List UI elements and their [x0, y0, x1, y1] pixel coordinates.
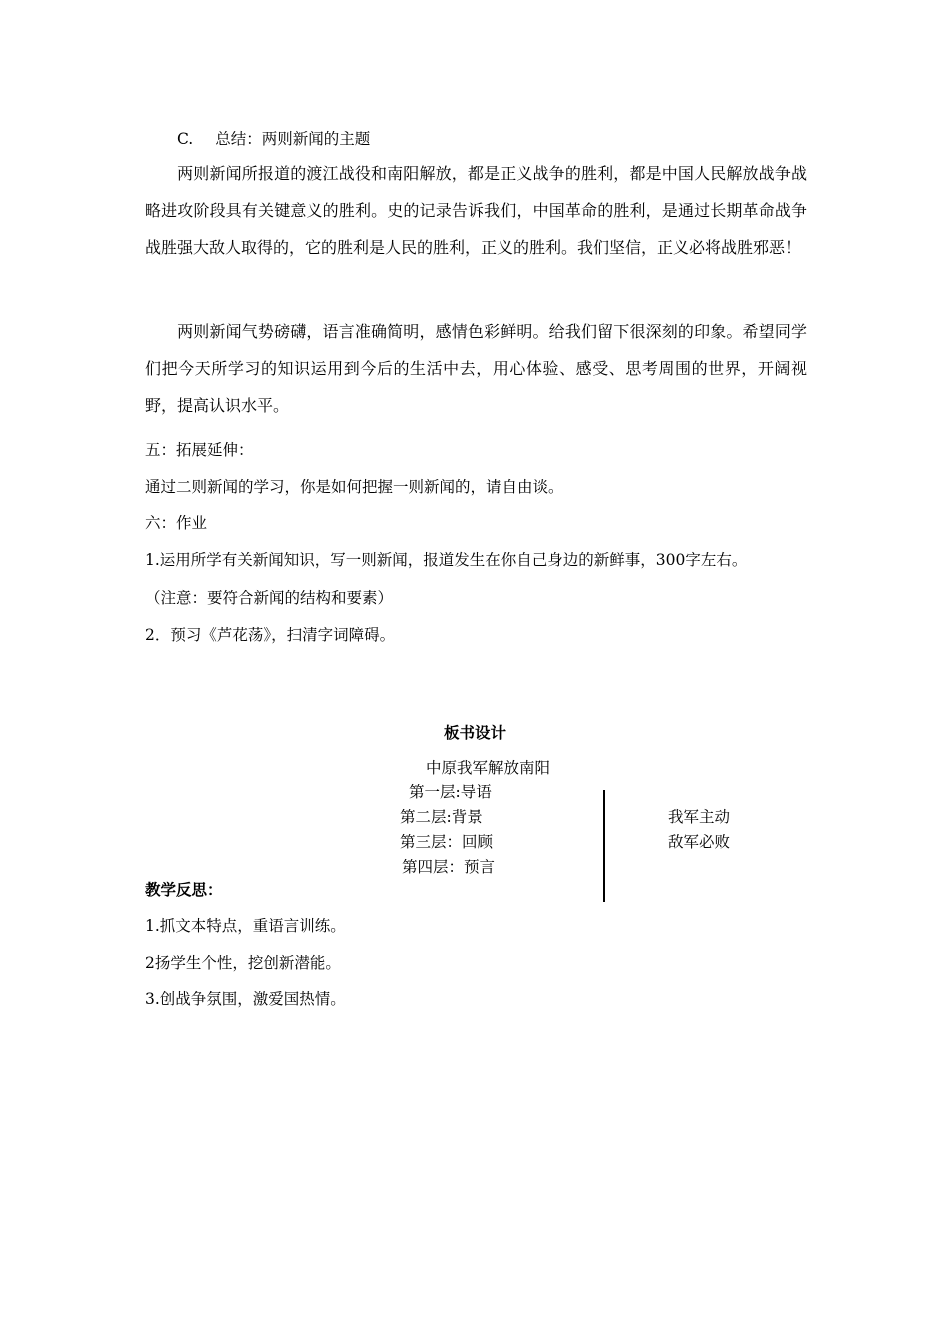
summary-label: C.: [177, 130, 194, 148]
homework-item-1: 1.运用所学有关新闻知识，写一则新闻，报道发生在你自己身边的新鲜事，300字左右。: [145, 551, 748, 569]
board-divider: [603, 790, 605, 902]
homework-item-2: 2．预习《芦花荡》，扫清字词障碍。: [145, 626, 396, 644]
board-layer-4: 第四层：预言: [402, 858, 496, 876]
summary-heading: [177, 127, 370, 149]
board-right-2: 敌军必败: [668, 833, 731, 851]
reflection-item-1: 1.抓文本特点，重语言训练。: [145, 917, 346, 935]
board-subtitle: 中原我军解放南阳: [426, 759, 551, 777]
board-layer-1: 第一层:导语: [409, 783, 492, 801]
homework-heading: 六：作业: [145, 514, 208, 532]
summary-heading-text: 总结：两则新闻的主题: [215, 130, 371, 148]
board-title: 板书设计: [443, 724, 507, 742]
board-layer-2: 第二层:背景: [400, 808, 483, 826]
reflection-item-2: 2扬学生个性，挖创新潜能。: [145, 954, 341, 972]
homework-note: （注意：要符合新闻的结构和要素）: [145, 589, 394, 607]
extension-heading: 五：拓展延伸：: [145, 441, 254, 459]
summary-paragraph-2: 两则新闻气势磅礴，语言准确简明，感情色彩鲜明。给我们留下很深刻的印象。希望同学们把今天所学习的知识运用到今后的生活中去，用心体验、感受、思考周围的世界，开阔视野，提高认识水平。: [145, 322, 807, 415]
board-right-1: 我军主动: [668, 808, 731, 826]
board-layer-3: 第三层：回顾: [400, 833, 494, 851]
reflection-item-3: 3.创战争氛围，激爱国热情。: [145, 990, 346, 1008]
extension-text: 通过二则新闻的学习，你是如何把握一则新闻的，请自由谈。: [145, 478, 564, 496]
summary-paragraph-1: 两则新闻所报道的渡江战役和南阳解放，都是正义战争的胜利，都是中国人民解放战争战略进攻阶段具有关键意义的胜利。史的记录告诉我们，中国革命的胜利，是通过长期革命战争战胜强大敌人取得的，它的胜利是人民的胜利，正义的胜利。我们坚信，正义必将战胜邪恶！: [145, 164, 807, 257]
reflection-heading: 教学反思：: [145, 881, 223, 899]
